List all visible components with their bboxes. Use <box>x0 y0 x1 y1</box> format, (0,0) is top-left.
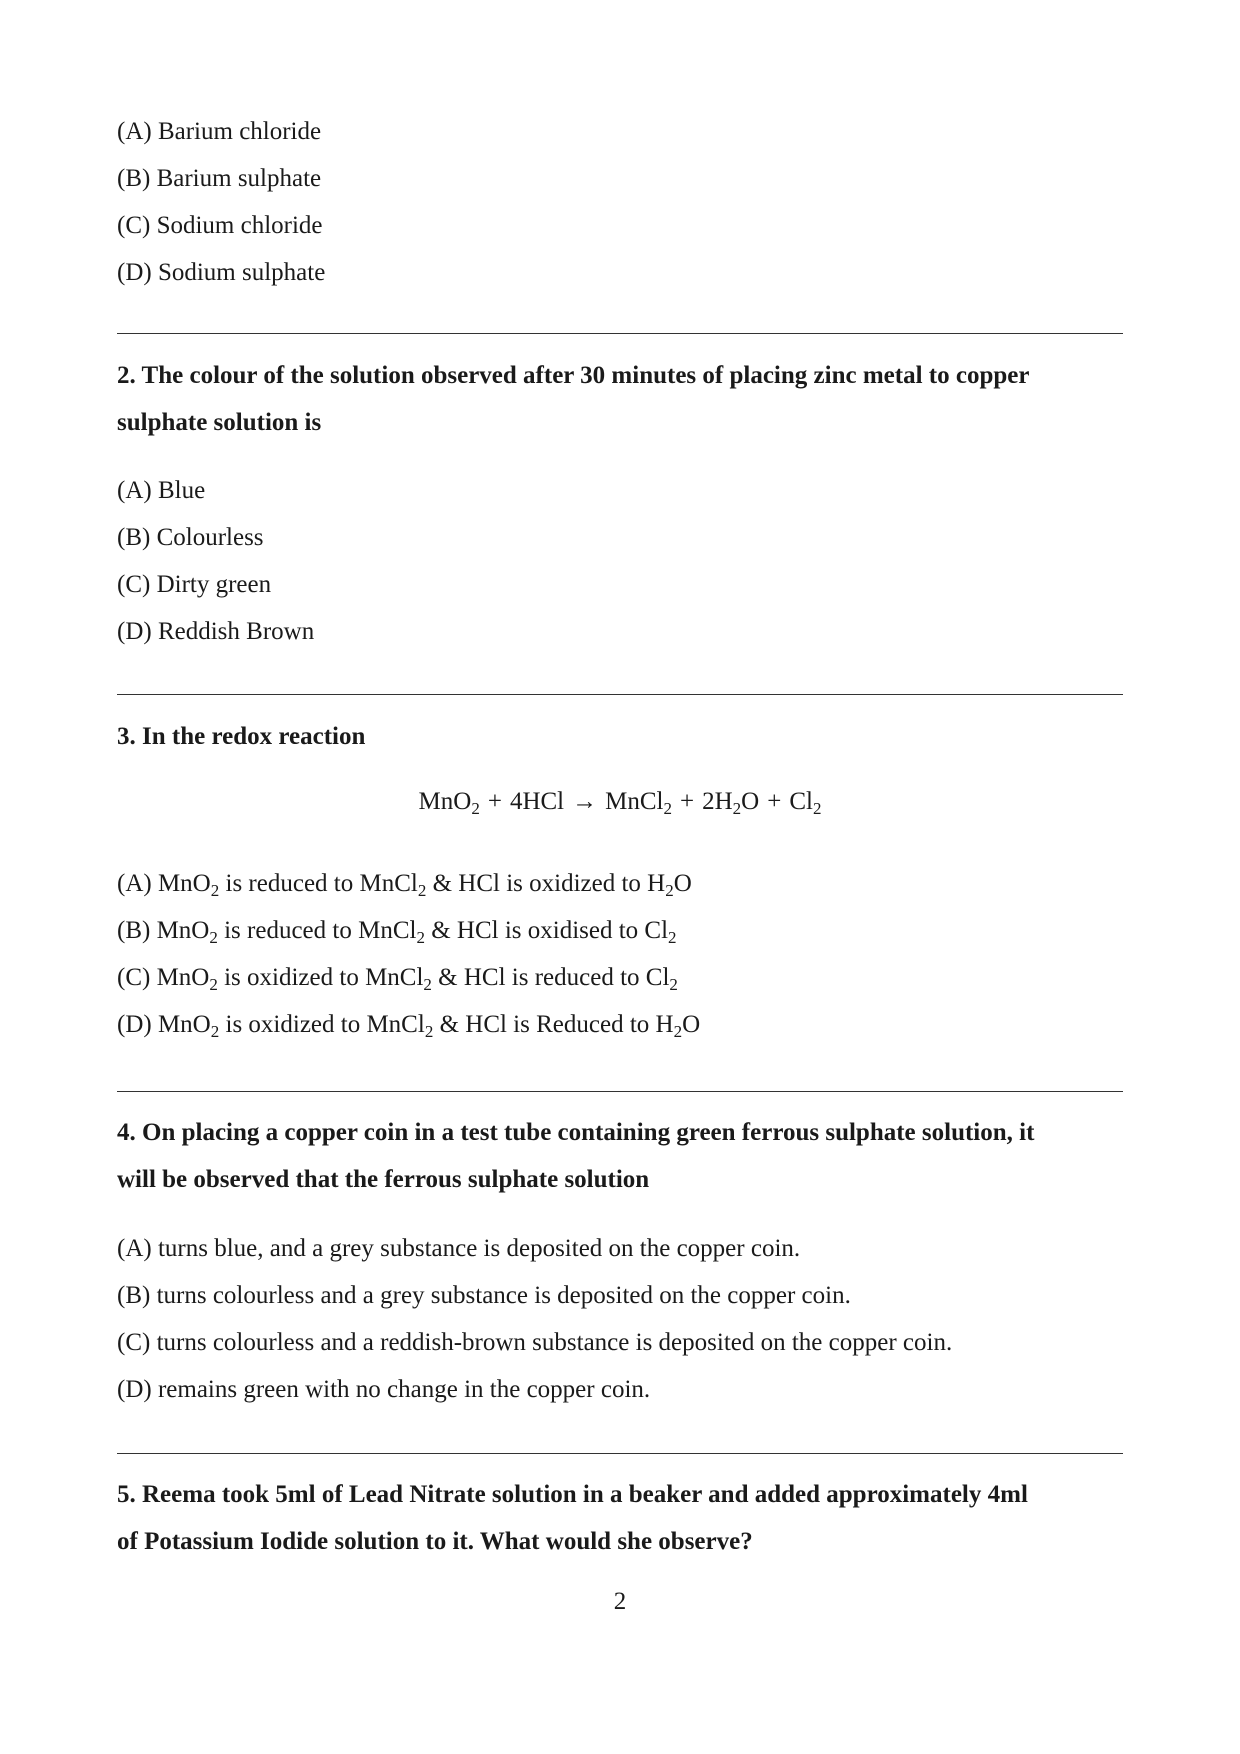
eq-mncl2: MnCl$_2$ <box>605 788 672 818</box>
q2-option-a: (A) Blue <box>117 477 206 504</box>
q3-option-b: (B) MnO$_2$ is reduced to MnCl$_2$ & HCl is oxidised to $Cl_2$ <box>117 917 677 947</box>
q4-title-line2: will be observed that the ferrous sulphate solution <box>117 1166 650 1193</box>
divider <box>117 1091 1123 1092</box>
divider <box>117 333 1123 334</box>
q3-title <box>117 713 1123 760</box>
divider <box>117 694 1123 695</box>
q3-equation <box>117 782 1123 822</box>
q3-title-line: 3. In the redox reaction <box>117 723 366 750</box>
eq-cl2: $Cl_2$ <box>789 788 822 818</box>
page-number: 2 <box>613 1588 627 1615</box>
eq-arrow: → <box>572 788 598 815</box>
q4-option-a: (A) turns blue, and a grey substance is deposited on the copper coin. <box>117 1235 801 1262</box>
q5-title-line1: 5. Reema took 5ml of Lead Nitrate solution in a beaker and added approximately 4ml <box>117 1481 1028 1508</box>
q2-option-d: (D) Reddish Brown <box>117 618 315 645</box>
q3-option-d: (D) MnO$_2$ is oxidized to MnCl$_2$ & HCl is Reduced to $H_2O$ <box>117 1011 701 1041</box>
q1-option-a: (A) Barium chloride <box>117 118 322 145</box>
q4-option-c: (C) turns colourless and a reddish-brown substance is deposited on the copper coin. <box>117 1329 953 1356</box>
q5-title <box>117 1471 1123 1565</box>
eq-plus: + <box>679 788 695 815</box>
divider <box>117 1453 1123 1454</box>
q4-title-line1: 4. On placing a copper coin in a test tube containing green ferrous sulphate solution, it <box>117 1119 1035 1146</box>
eq-mno2: MnO$_2$ <box>418 788 480 818</box>
q4-options <box>117 1225 1123 1413</box>
q2-title-line1: 2. The colour of the solution observed after 30 minutes of placing zinc metal to copper <box>117 362 1030 389</box>
q5-title-line2: of Potassium Iodide solution to it. What would she observe? <box>117 1528 753 1555</box>
q1-option-d: (D) Sodium sulphate <box>117 259 326 286</box>
q2-options <box>117 467 1123 655</box>
q3-option-c: (C) MnO$_2$ is oxidized to MnCl$_2$ & HCl is reduced to $Cl_2$ <box>117 964 678 994</box>
q2-title-line2: sulphate solution is <box>117 409 322 436</box>
eq-h2o: $2H_2O$ <box>702 788 760 818</box>
q1-option-c: (C) Sodium chloride <box>117 212 323 239</box>
q4-title <box>117 1109 1123 1203</box>
q2-option-b: (B) Colourless <box>117 524 264 551</box>
q4-option-d: (D) remains green with no change in the copper coin. <box>117 1376 651 1403</box>
q3-option-a: (A) MnO$_2$ is reduced to MnCl$_2$ & HCl is oxidized to $H_2O$ <box>117 870 692 900</box>
q1-options <box>117 108 1123 296</box>
q4-option-b: (B) turns colourless and a grey substance is deposited on the copper coin. <box>117 1282 851 1309</box>
eq-hcl: 4HCl <box>509 788 565 815</box>
q2-title <box>117 352 1123 446</box>
eq-plus: + <box>487 788 502 815</box>
eq-plus: + <box>767 788 782 815</box>
q3-options <box>117 860 1123 1048</box>
q1-option-b: (B) Barium sulphate <box>117 165 322 192</box>
q2-option-c: (C) Dirty green <box>117 571 272 598</box>
